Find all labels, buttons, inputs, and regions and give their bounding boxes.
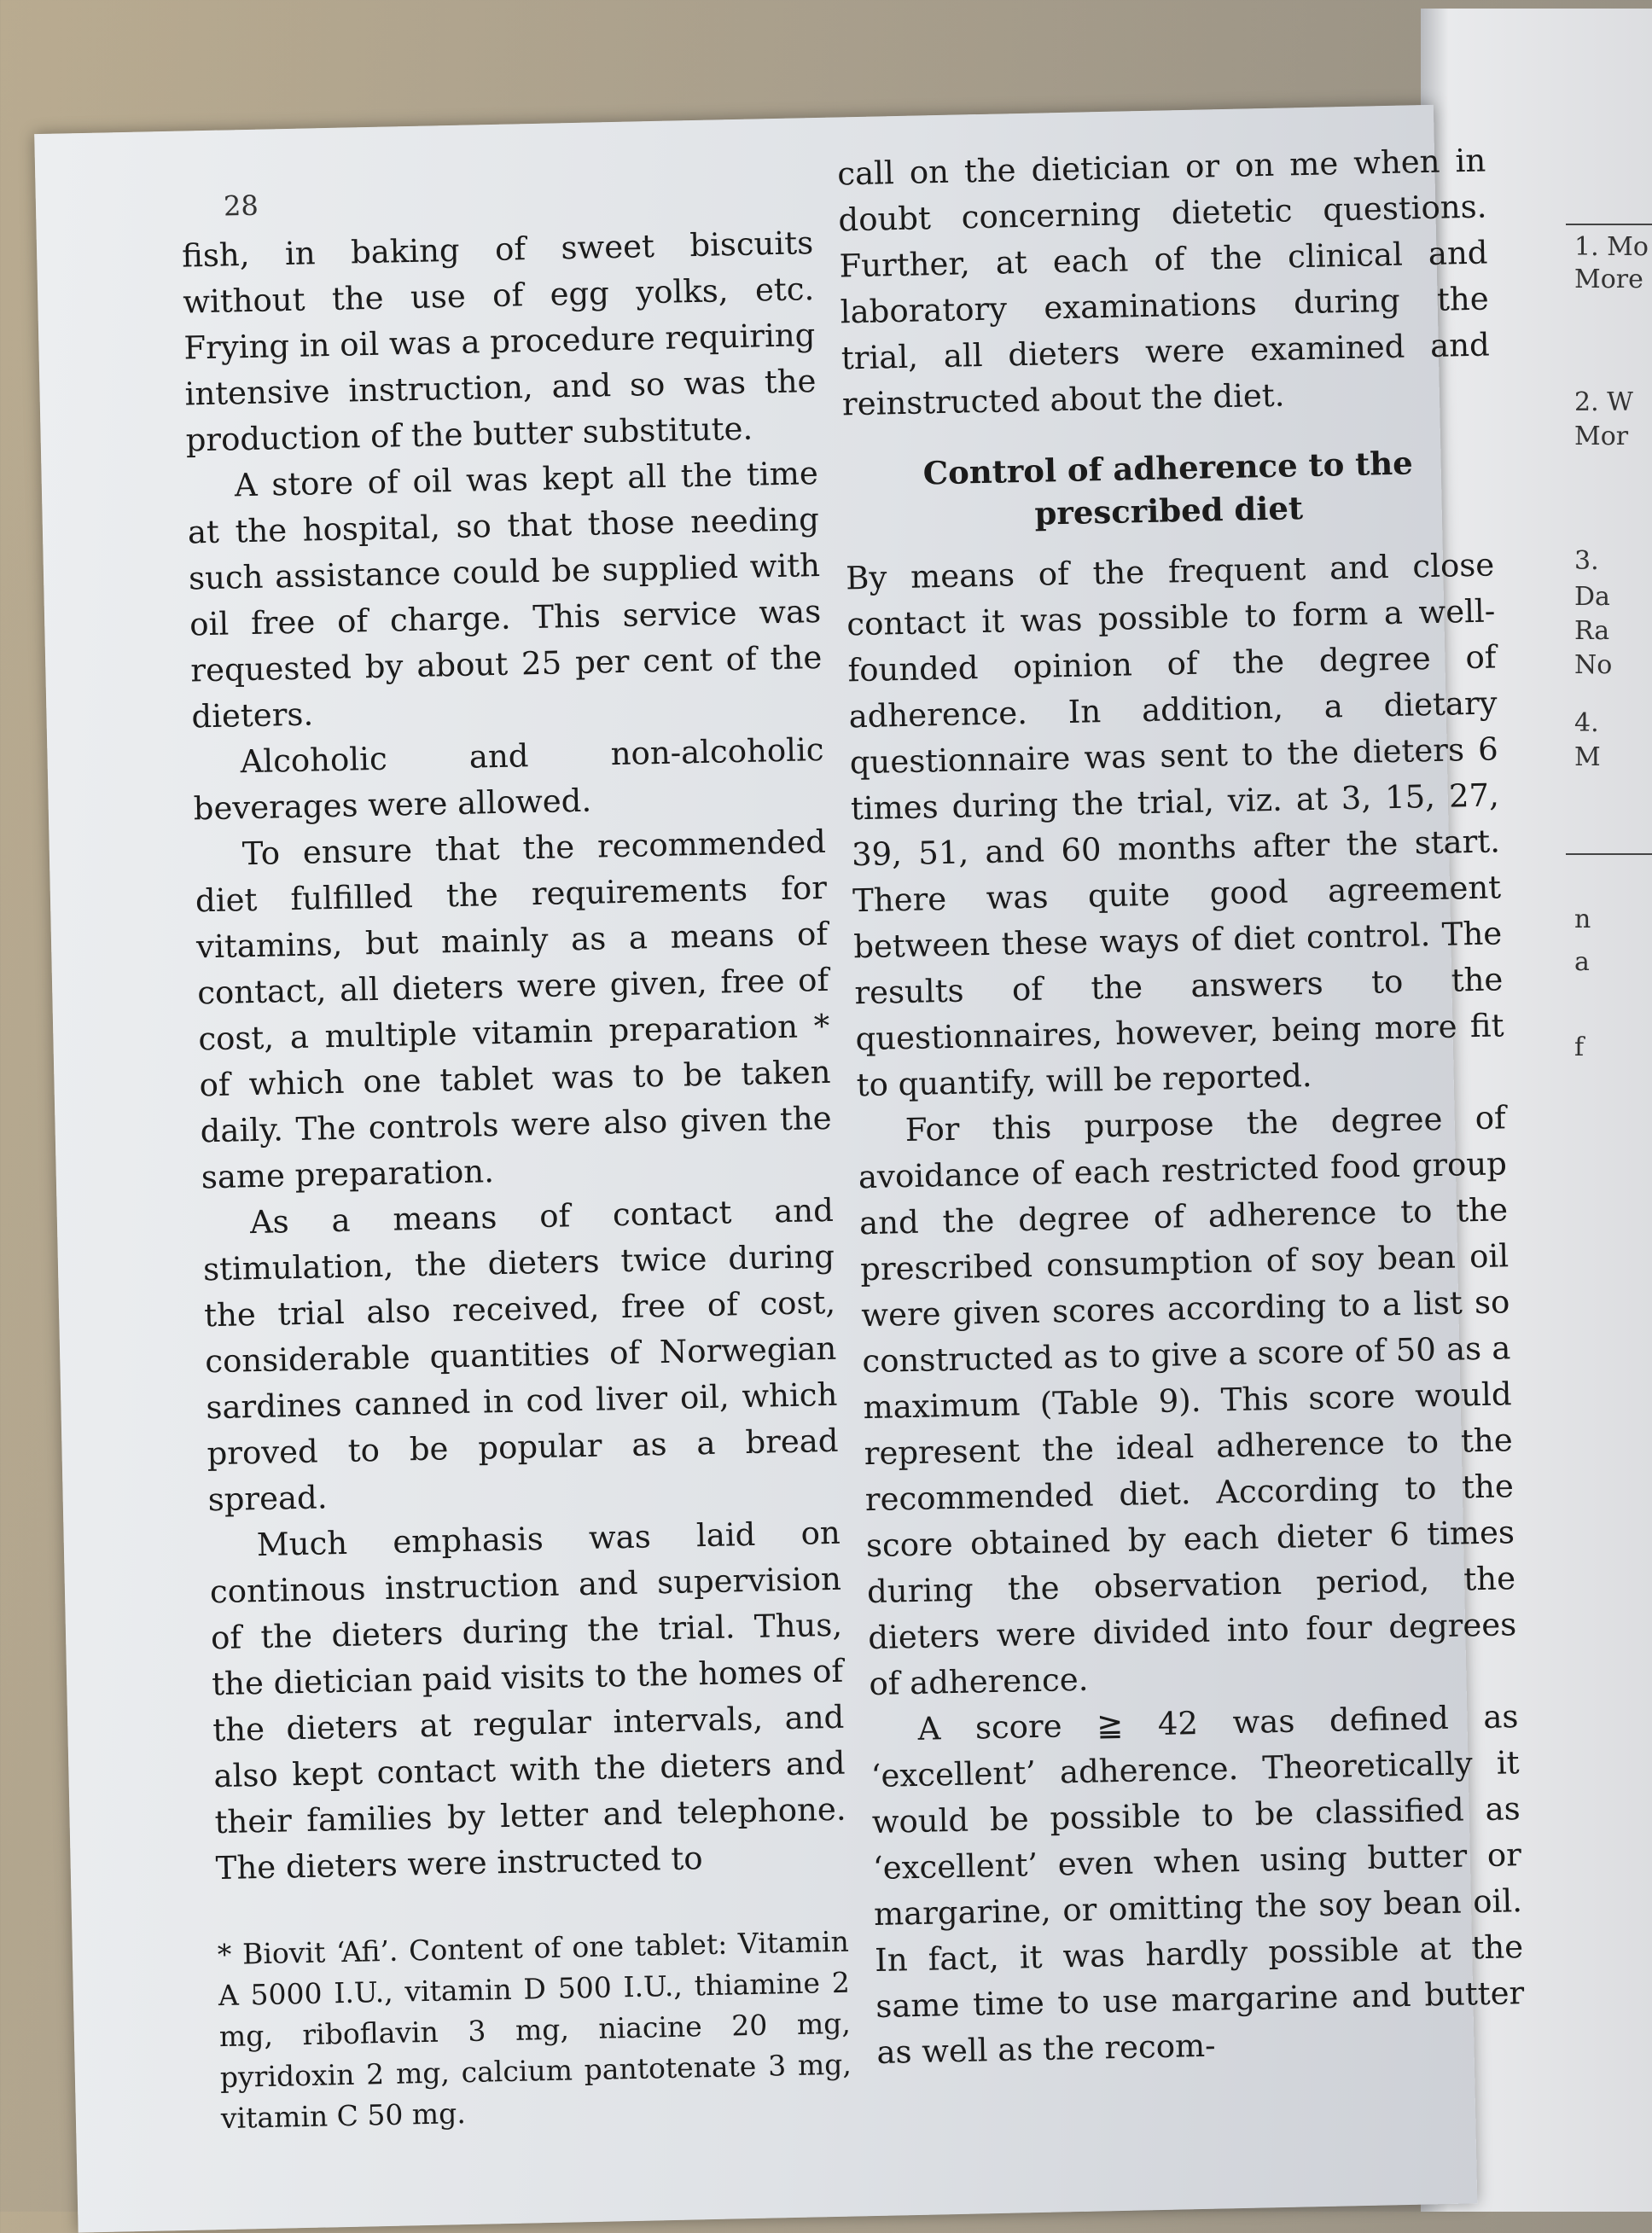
body-paragraph: Much emphasis was laid on continous instruction and supervision of the dieters during the trial. Thus, the dietician paid visits to the homes of the dieters at regular intervals, and also kept contact with the dieters and their families by letter and telephone. The dieters were instructed to	[209, 1514, 846, 1887]
next-page-fragment: f	[1574, 1032, 1585, 1062]
next-page-fragment: 1. Mo	[1574, 232, 1649, 262]
footnote	[217, 1922, 852, 2139]
body-paragraph: As a means of contact and stimulation, the dieters twice during the trial also received, free of cost, considerable quantities of Norwegian sardines canned in cod liver oil, which proved to be popular as a bread spread.	[202, 1191, 839, 1519]
section-heading: Control of adherence to the prescribed diet	[922, 444, 1414, 532]
next-page-fragment: Da	[1574, 582, 1610, 612]
next-page-rule	[1566, 224, 1652, 225]
body-paragraph: fish, in baking of sweet biscuits without the use of egg yolks, etc. Frying in oil was a procedure requiring intensive instruction, and so was the production of the butter substitute.	[181, 224, 817, 459]
next-page-fragment: a	[1574, 947, 1590, 977]
body-paragraph: Alcoholic and non-alcoholic beverages were allowed.	[193, 730, 824, 828]
next-page-fragment: No	[1574, 650, 1613, 680]
next-page-fragment: 4.	[1574, 708, 1599, 738]
page-number: 28	[223, 189, 259, 223]
body-paragraph: A score ≧ 42 was defined as ‘excellent’ adherence. Theoretically it would be possible to be classified as ‘excellent’ even when using butter or margarine, or omitting the soy bean oil. In fact, it was hardly possible at the same time to use margarine and butter as well as the recom-	[870, 1698, 1525, 2071]
next-page-fragment: More	[1574, 265, 1643, 294]
right-column	[837, 138, 1526, 2076]
body-paragraph: call on the dietician or on me when in doubt concerning dietetic questions. Further, at each of the clinical and laboratory examinations during the trial, all dieters were examined and reinstructed about the diet.	[836, 142, 1491, 423]
next-page-rule	[1566, 853, 1652, 855]
left-column	[182, 220, 853, 2139]
body-paragraph: By means of the frequent and close contact it was possible to form a well-founded opinion of the degree of adherence. In addition, a dietary questionnaire was sent to the dieters 6 times during the trial, viz. at 3, 15, 27, 39, 51, and 60 months after the start. There was quite good agreement between these ways of diet control. The results of the answers to the questionnaires, however, being more fit to quantify, will be reported.	[845, 546, 1504, 1104]
book-page	[34, 105, 1525, 2233]
next-page-fragment: Mor	[1574, 422, 1629, 451]
next-page-fragment: Ra	[1574, 616, 1610, 646]
footnote-text: * Biovit ‘Afi’. Content of one tablet: Vitamin A 5000 I.U., vitamin D 500 I.U., thiamine 2 mg, riboflavin 3 mg, niacine 20 mg, pyridoxin 2 mg, calcium pantotenate 3 mg, vitamin C 50 mg.	[217, 1924, 852, 2136]
body-paragraph: A store of oil was kept all the time at the hospital, so that those needing such assistance could be supplied with oil free of charge. This service was requested by about 25 per cent of the dieters.	[187, 455, 823, 736]
next-page-fragment: n	[1574, 904, 1591, 934]
next-page-fragment: 3.	[1574, 546, 1599, 576]
body-paragraph: For this purpose the degree of avoidance of each restricted food group and the degree of adherence to the prescribed consumption of soy bean oil were given scores according to a list so constructed as to give a score of 50 as a maximum (Table 9). This score would represent the ideal adherence to the recommended diet. According to the score obtained by each dieter 6 times during the observation period, the dieters were divided into four degrees of adherence.	[858, 1099, 1517, 1703]
next-page-fragment: M	[1574, 742, 1601, 772]
next-page-fragment: 2. W	[1574, 387, 1633, 417]
body-paragraph: To ensure that the recommended diet fulfilled the requirements for vitamins, but mainly as a means of contact, all dieters were given, free of cost, a multiple vitamin preparation * of which one tablet was to be taken daily. The controls were also given the same preparation.	[195, 823, 832, 1196]
